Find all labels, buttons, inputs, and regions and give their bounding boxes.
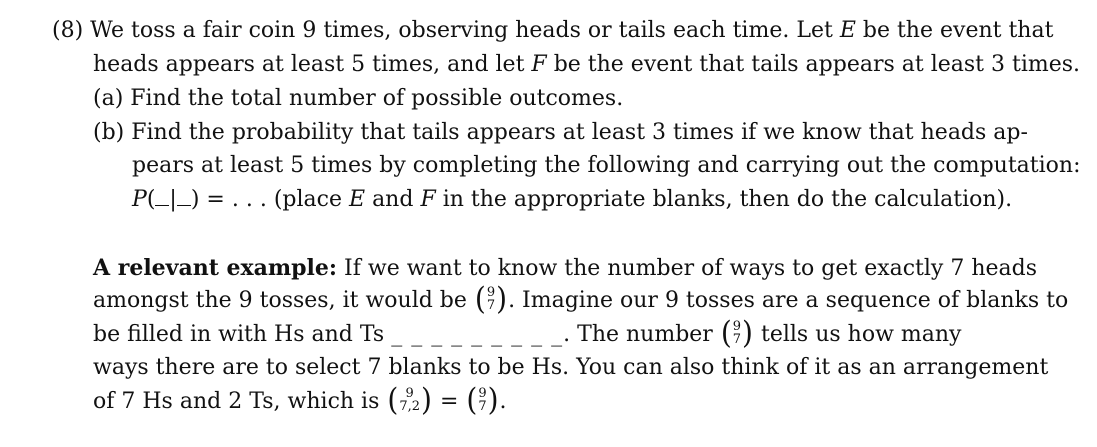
close-paren: ): [190, 187, 200, 212]
example-heading: A relevant example:: [93, 255, 338, 281]
example-line-4: [93, 353, 1048, 383]
part-b-text-2: pears at least 5 times by completing the following and carrying out the computation:: [132, 153, 1081, 178]
problem-number: (8): [52, 18, 84, 43]
event-f-2: F: [420, 187, 436, 212]
example-line-1: [93, 253, 1037, 283]
place-text: (place: [273, 187, 342, 212]
binomial-9-7-c: ( 9 7 ): [466, 381, 499, 418]
example-text-4: ways there are to select 7 blanks to be Hs. You can also think of it as an arrangement: [93, 355, 1049, 380]
part-a: [93, 84, 623, 114]
equals-sign: =: [439, 389, 459, 414]
final-period: .: [499, 389, 507, 414]
part-b-line-2: [132, 151, 1080, 181]
problem-text-2: heads appears at least 5 times, and let: [93, 52, 525, 77]
multinomial-9-7-2: ( 9 7,2 ): [387, 381, 432, 418]
equals-dots: = . . .: [206, 187, 267, 212]
part-a-label: (a): [93, 86, 124, 111]
problem-text-1: We toss a fair coin 9 times, observing heads or tails each time. Let: [90, 18, 833, 43]
part-b-line-3: [132, 185, 1012, 215]
problem-text-2-end: be the event that tails appears at least 3 times.: [553, 52, 1081, 77]
event-f: F: [531, 52, 547, 77]
problem-line-2: [93, 50, 1080, 80]
example-text-3: be filled in with Hs and Ts: [93, 322, 385, 347]
and-text: and: [372, 187, 414, 212]
example-line-3: [93, 314, 962, 351]
part-b-line-1: [93, 118, 1028, 148]
event-e: E: [839, 18, 856, 43]
example-text-2: amongst the 9 tosses, it would be: [93, 288, 467, 313]
example-text-3-mid: . The number: [563, 322, 713, 347]
example-text-2-end: . Imagine our 9 tosses are a sequence of blanks to: [508, 288, 1069, 313]
bar: |: [169, 187, 177, 212]
open-paren: (: [146, 187, 156, 212]
example-text-5: of 7 Hs and 2 Ts, which is: [93, 389, 380, 414]
part-a-text: Find the total number of possible outcomes.: [130, 86, 624, 111]
part-b-label: (b): [93, 120, 125, 145]
binomial-9-7: ( 9 7 ): [474, 280, 508, 317]
example-text-1: If we want to know the number of ways to get exactly 7 heads: [344, 256, 1038, 281]
example-line-2: [93, 280, 1069, 317]
example-line-5: [93, 381, 507, 418]
binomial-9-7-b: ( 9 7 ): [720, 314, 753, 351]
blank-1: [155, 189, 169, 206]
problem-text-1-end: be the event that: [862, 18, 1054, 43]
example-text-3-end: tells us how many: [760, 322, 962, 347]
part-b-rest: in the appropriate blanks, then do the calculation).: [442, 187, 1013, 212]
problem-line-1: [52, 16, 1053, 46]
blank-2: [177, 189, 191, 206]
event-e-2: E: [349, 187, 366, 212]
probability-p: P: [132, 187, 147, 212]
part-b-text-1: Find the probability that tails appears at least 3 times if we know that heads ap-: [131, 120, 1028, 145]
toss-blanks: _ _ _ _ _ _ _ _ _: [391, 322, 564, 347]
